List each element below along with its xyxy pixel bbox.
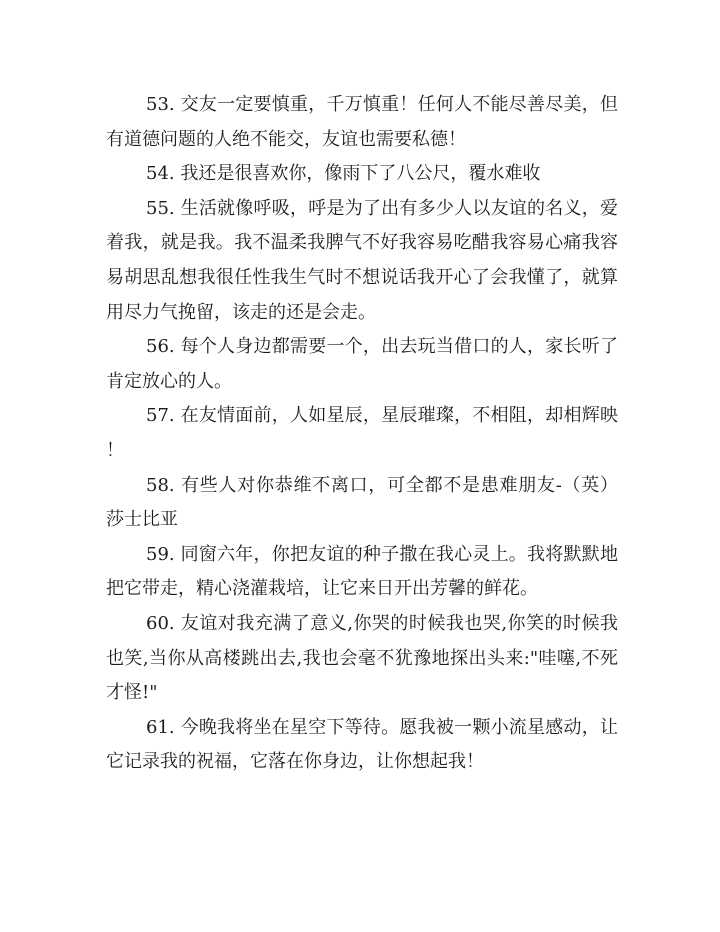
paragraph-53: 53. 交友一定要慎重，千万慎重！任何人不能尽善尽美，但有道德问题的人绝不能交，友谊也需要私德！ [106, 94, 618, 150]
paragraph-54: 54. 我还是很喜欢你，像雨下了八公尺，覆水难收 [146, 163, 541, 185]
paragraph-60: 60. 友谊对我充满了意义,你哭的时候我也哭,你笑的时候我也笑,当你从高楼跳出去,我也会毫不犹豫地探出头来:"哇噻,不死才怪!" [106, 612, 618, 704]
paragraph-58: 58. 有些人对你恭维不离口，可全都不是患难朋友-（英）莎士比亚 [106, 474, 618, 531]
paragraph-55: 55. 生活就像呼吸，呼是为了出有多少人以友谊的名义，爱着我，就是我。我不温柔我脾气不好我容易吃醋我容易心痛我容易胡思乱想我很任性我生气时不想说话我开心了会我懂了，就算用尽力气挽留，该走的还是会走。 [106, 197, 618, 323]
paragraph-57: 57. 在友情面前，人如星辰，星辰璀璨，不相阻，却相辉映！ [106, 405, 618, 461]
paragraph-56: 56. 每个人身边都需要一个，出去玩当借口的人，家长听了肯定放心的人。 [106, 336, 618, 392]
document-body [106, 88, 618, 780]
paragraph-61: 61. 今晚我将坐在星空下等待。愿我被一颗小流星感动，让它记录我的祝福，它落在你身边，让你想起我！ [106, 716, 618, 773]
paragraph-59: 59. 同窗六年，你把友谊的种子撒在我心灵上。我将默默地把它带走，精心浇灌栽培，让它来日开出芳馨的鲜花。 [106, 543, 618, 600]
